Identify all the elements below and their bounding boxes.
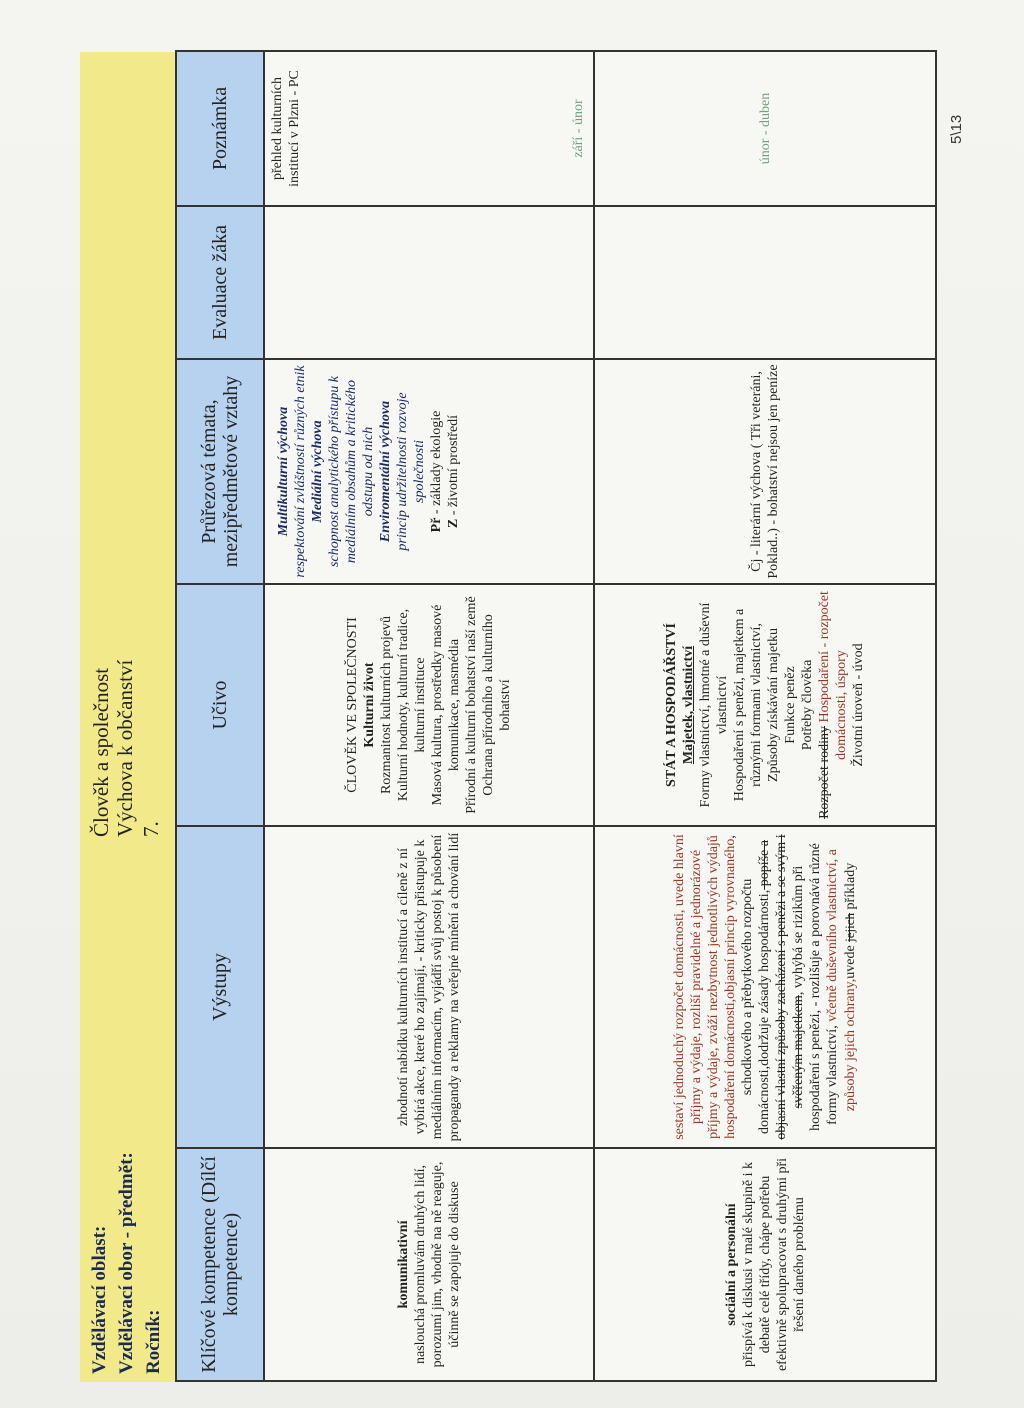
cross-z-text: - životní prostředí — [446, 414, 461, 519]
cross-z — [445, 364, 462, 579]
row2-note-period: únor - duben — [757, 92, 773, 165]
row2-evaluation — [594, 206, 936, 359]
area-label: Vzdělávací oblast: — [89, 1225, 110, 1374]
row2-out-red-2: včetně duševního vlastnictví, a způsoby jejich ochrany, — [825, 849, 858, 1112]
row2-competence — [594, 1148, 936, 1381]
cross-media-text: schopnost analytického přístupu k mediálním obsahům a kritického odstupu od nich — [327, 376, 376, 567]
row2-out-black-1: , schodkového a přebytkového rozpočtu domácnosti,dodržuje zásady hospodárnosti, — [723, 835, 772, 1134]
row2-curr-line: Hospodaření s penězi, majetkem a různými formami vlastnictví, — [732, 608, 764, 802]
row2-out-black-4: příklady — [843, 862, 858, 913]
row2-out-strike-1: popíše a objasní vlastní způsoby zacházení s penězi a se svým i svěřeným majetkem — [757, 834, 806, 1140]
row1-curr-title: ČLOVĚK VE SPOLEČNOSTI — [345, 617, 360, 793]
header-competence: Klíčové kompetence (Dílčí kompetence) — [176, 1148, 264, 1381]
cross-pr-text: - základy ekologie — [429, 410, 444, 518]
header-outputs: Výstupy — [176, 826, 264, 1148]
row2-out-black-2: , vyhýbá se rizikům při hospodaření s penězi, - rozlišuje a porovnává různé formy vlastnictví, — [791, 843, 840, 1131]
table-row — [594, 51, 936, 1381]
area-value: Člověk a společnost — [89, 667, 113, 837]
row2-out-strike-2: jejich — [842, 912, 857, 942]
cross-pr-subject: Př — [429, 517, 444, 533]
header-evaluation: Evaluace žáka — [176, 206, 264, 359]
row2-out-black-3: uvede — [843, 941, 858, 979]
row1-competence — [264, 1148, 594, 1381]
page-number — [948, 92, 978, 152]
row1-curriculum — [264, 584, 594, 826]
row2-curr-red: Hospodaření - rozpočet domácnosti, úspory — [817, 591, 849, 760]
row2-curr-budget — [816, 589, 850, 821]
row2-curr-subtitle: Majetek, vlastnictví — [681, 645, 696, 765]
row1-cross-topics — [264, 359, 594, 584]
row1-curr-line: Masová kultura, prostředky masové komunikace, masmédia — [430, 604, 462, 806]
grade-value: 7. — [139, 821, 163, 837]
cross-media-title: Mediální výchova — [310, 420, 325, 523]
header-curriculum: Učivo — [176, 584, 264, 826]
row1-competence-text: naslouchá promluvám druhých lidí, porozumí jim, vhodně na ně reaguje, účinně se zapojuje do diskuse — [413, 1161, 462, 1368]
row1-evaluation — [264, 206, 594, 359]
row1-outputs: zhodnotí nabídku kulturních institucí a cíleně z ní vybírá akce, které ho zajímají, - kriticky přistupuje k mediálním informacím, vyjádří svůj postoj k působení propagandy a reklamy na veřejné mínění a chování lidí — [264, 826, 594, 1148]
row2-curr-line: Funkce peněz — [783, 666, 798, 744]
row2-outputs — [594, 826, 936, 1148]
table-row — [264, 51, 594, 1381]
grade-label: Ročník: — [143, 1309, 164, 1374]
row1-curr-line: Kulturní hodnoty, kulturní tradice, kulturní instituce — [396, 608, 428, 802]
header-note: Poznámka — [176, 51, 264, 206]
cross-environment-title: Enviromentální výchova — [378, 400, 393, 543]
row2-curriculum — [594, 584, 936, 826]
row2-curr-line: Způsoby získávání majetku — [766, 628, 781, 782]
subject-value: Výchova k občanství — [113, 659, 137, 837]
cross-multicultural-text: respektování zvláštností různých etnik — [293, 365, 308, 578]
curriculum-sheet — [80, 52, 937, 1382]
row1-curr-line: Přírodní a kulturní bohatství naší země — [464, 596, 479, 814]
header-cross-topics: Průřezová témata, mezipředmětové vztahy — [176, 359, 264, 584]
curriculum-table — [175, 50, 937, 1382]
row2-curr-line: Formy vlastnictví, hmotné a duševní vlastnictví — [698, 602, 730, 808]
row2-note — [594, 51, 936, 206]
cross-environment-text: princip udržitelnosti rozvoje společnosti — [395, 392, 427, 551]
row2-curr-line: Životní úroveň - úvod — [851, 643, 866, 767]
row1-curr-line: Ochrana přírodního a kulturního bohatství — [481, 614, 513, 796]
row1-competence-title: komunikativní — [396, 1220, 411, 1309]
row2-curr-line: Potřeby člověka — [800, 659, 815, 751]
row1-note — [264, 51, 594, 206]
row2-curr-strike: Rozpočet rodiny — [817, 726, 832, 819]
row1-curr-line: Rozmanitost kulturních projevů — [379, 615, 394, 795]
row1-note-period: září - únor — [571, 99, 586, 158]
row2-curr-title: STÁT A HOSPODÁŘSTVÍ — [664, 623, 679, 787]
header-band — [80, 52, 175, 1382]
page-number-text: 5\13 — [948, 114, 965, 144]
row1-curr-subtitle: Kulturní život — [362, 662, 377, 748]
row2-cross-topics: Čj - literární výchova ( Tři veteráni, Poklad..) - bohatství nejsou jen peníze — [594, 359, 936, 584]
row2-out-red-1: sestaví jednoduchý rozpočet domácnosti, uvede hlavní příjmy a výdaje, rozliší pravidelné a jednorázové příjmy a výdaje, zváží nezbytnost jednotlivých výdajů hospodaření domácnosti,objasní princip vyrovnaného — [672, 834, 738, 1140]
row2-competence-title: sociální a personální — [723, 1203, 739, 1326]
row1-note-text: přehled kulturních institucí v Plzni - PC — [270, 70, 302, 187]
cross-multicultural-title: Multikulturní výchova — [276, 406, 291, 537]
cross-z-subject: Z — [446, 518, 461, 529]
header-row — [176, 51, 264, 1381]
subject-label: Vzdělávací obor - předmět: — [116, 1152, 137, 1374]
cross-pr — [428, 364, 445, 579]
row2-competence-text: přispívá k diskusi v malé skupině i k debatě celé třídy, chápe potřebu efektivně spolupracovat s druhými při řešení daného problému — [740, 1157, 807, 1372]
